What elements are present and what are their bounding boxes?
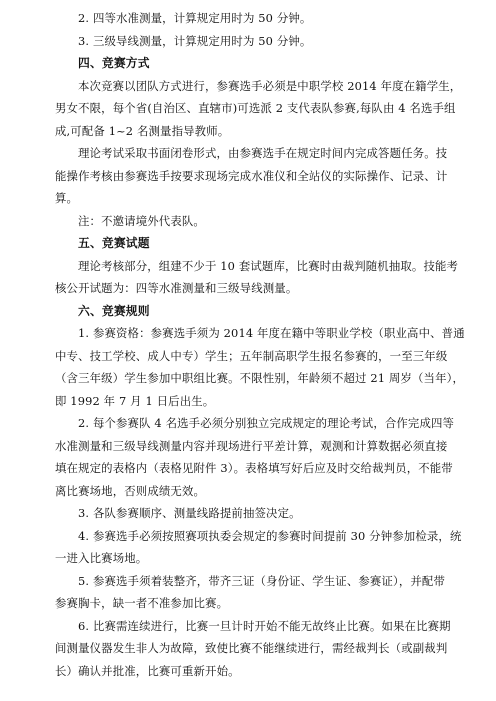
- text-line: 间测量仪器发生非人为故障，致使比赛不能继续进行，需经裁判长（或副裁判: [55, 641, 448, 655]
- text-line: 4. 参赛选手必须按照赛项执委会规定的参赛时间提前 30 分钟参加检录，统: [78, 528, 462, 543]
- text-line: 2. 每个参赛队 4 名选手必须分别独立完成规定的理论考试，合作完成四等: [78, 416, 455, 430]
- text-line: 3. 三级导线测量，计算规定用时为 50 分钟。: [78, 33, 312, 48]
- text-line: 参赛胸卡，缺一者不准参加比赛。: [55, 596, 229, 610]
- text-line: 5. 参赛选手须着装整齐，带齐三证（身份证、学生证、参赛证），并配带: [78, 573, 445, 588]
- text-line: 核公开试题为：四等水准测量和三级导线测量。: [55, 281, 298, 295]
- text-line: 算。: [55, 191, 79, 205]
- text-line: 本次竞赛以团队方式进行，参赛选手必须是中职学校 2014 年度在籍学生，: [78, 78, 462, 93]
- text-line: 填在规定的表格内（表格见附件 3）。表格填写好后应及时交给裁判员，不能带: [55, 461, 453, 475]
- section-heading: 六、竞赛规则: [78, 303, 150, 318]
- text-line: 理论考核部分，组建不少于 10 套试题库，比赛时由裁判随机抽取。技能考: [78, 258, 459, 273]
- text-line: （含三年级）学生参加中职组比赛。不限性别，年龄须不超过 21 周岁（当年），: [55, 371, 465, 385]
- text-line: 6. 比赛需连续进行，比赛一旦计时开始不能无故终止比赛。如果在比赛期: [78, 618, 451, 633]
- text-line: 能操作考核由参赛选手按要求现场完成水准仪和全站仪的实际操作、记录、计: [55, 168, 448, 183]
- text-line: 注：不邀请境外代表队。: [78, 213, 205, 228]
- text-line: 3. 各队参赛顺序、测量线路提前抽签决定。: [78, 506, 301, 520]
- text-line: 2. 四等水准测量，计算规定用时为 50 分钟。: [78, 11, 312, 25]
- text-line: 一进入比赛场地。: [55, 551, 148, 565]
- text-line: 离比赛场地，否则成绩无效。: [55, 483, 206, 498]
- text-line: 成,可配备 1~2 名测量指导教师。: [55, 123, 230, 138]
- section-heading: 四、竞赛方式: [78, 56, 150, 70]
- text-line: 中专、技工学校、成人中专）学生；五年制高职学生报名参赛的，一至三年级: [55, 348, 448, 363]
- text-line: 男女不限，每个省(自治区、直辖市)可选派 2 支代表队参赛,每队由 4 名选手组: [55, 101, 456, 115]
- text-line: 即 1992 年 7 月 1 日后出生。: [55, 393, 215, 408]
- text-line: 1. 参赛资格：参赛选手须为 2014 年度在籍中等职业学校（职业高中、普通: [78, 326, 465, 340]
- text-line: 长）确认并批准，比赛可重新开始。: [55, 663, 240, 678]
- section-heading: 五、竞赛试题: [78, 236, 150, 250]
- text-line: 水准测量和三级导线测量内容并现场进行平差计算，观测和计算数据必须直接: [55, 438, 448, 453]
- text-line: 理论考试采取书面闭卷形式，由参赛选手在规定时间内完成答题任务。技: [78, 146, 448, 160]
